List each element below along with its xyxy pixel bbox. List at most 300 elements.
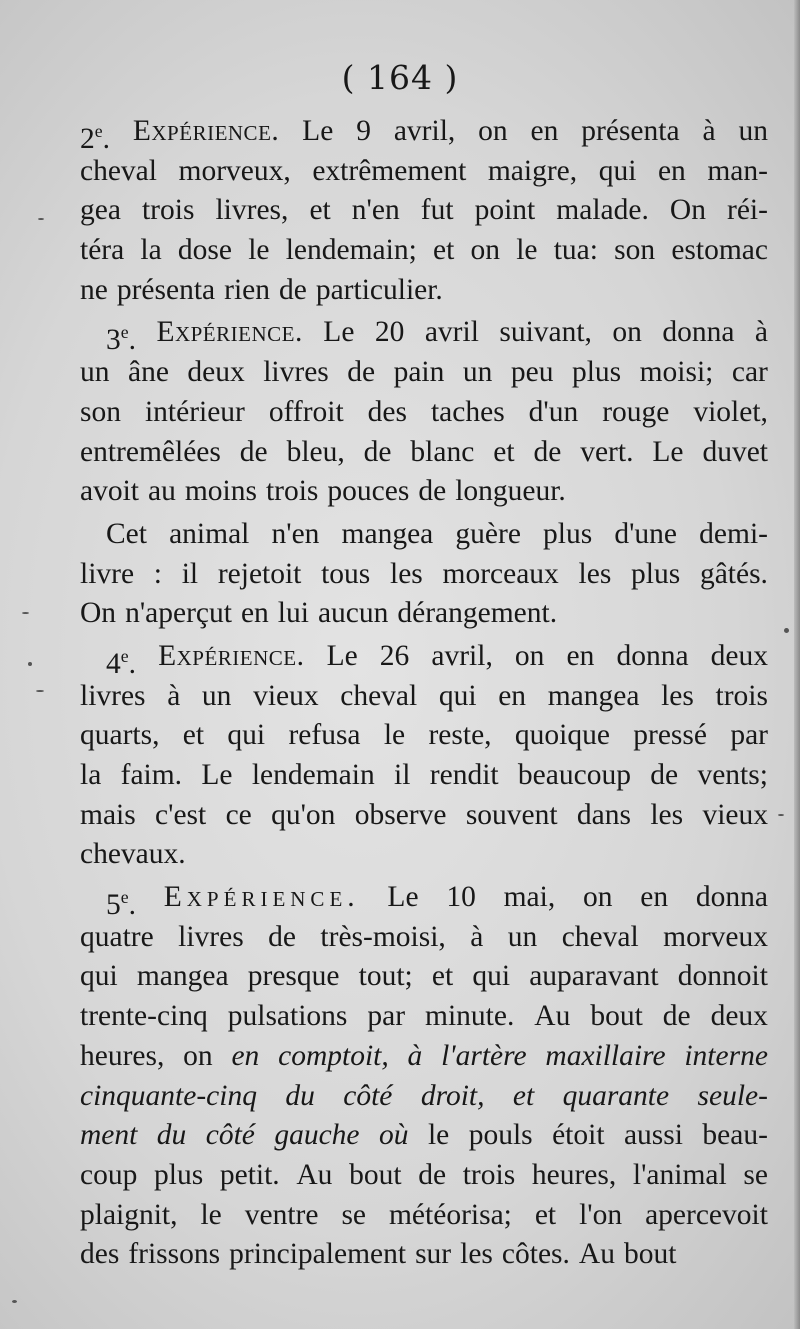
text-segment: point <box>474 194 536 227</box>
text-line <box>80 796 768 836</box>
text-segment: quarante <box>562 1079 670 1112</box>
word <box>446 878 476 918</box>
text-segment: On <box>669 194 706 227</box>
word <box>463 1156 515 1196</box>
text-segment: 10 <box>446 881 476 914</box>
word <box>80 918 154 958</box>
word <box>684 1037 768 1077</box>
text-segment: le <box>427 1119 450 1152</box>
text-segment: duvet <box>702 435 768 468</box>
word <box>455 515 521 555</box>
text-segment: côtes. <box>501 1238 570 1271</box>
text-segment: en <box>640 881 669 914</box>
text-segment: e <box>120 887 129 908</box>
text-segment: cheval <box>340 679 418 712</box>
word <box>106 637 136 680</box>
text-segment: se <box>341 1198 367 1231</box>
text-segment: de <box>347 356 376 389</box>
text-line <box>80 716 768 756</box>
word <box>128 1235 220 1275</box>
text-segment: des <box>80 1238 120 1271</box>
text-segment: vieux <box>253 679 319 712</box>
text-segment: e <box>120 645 129 666</box>
word <box>470 918 483 958</box>
word <box>179 152 291 192</box>
word <box>466 796 558 836</box>
word <box>707 152 768 192</box>
text-segment: vert. <box>580 435 634 468</box>
word <box>182 555 198 595</box>
text-segment: particulier. <box>315 273 443 306</box>
word <box>455 472 566 512</box>
text-segment: beaucoup <box>517 759 631 791</box>
text-segment: gâtés. <box>699 557 768 590</box>
word <box>418 472 446 512</box>
text-segment: Au <box>534 1000 571 1033</box>
text-segment: Expérience. <box>163 881 360 914</box>
text-segment: quatre <box>80 920 154 953</box>
text-segment: l'artère <box>441 1039 527 1072</box>
word <box>633 1156 727 1196</box>
word <box>755 313 768 353</box>
text-segment: violet, <box>693 395 768 428</box>
text-segment: de <box>418 1158 447 1191</box>
text-segment: trois <box>141 194 195 227</box>
word <box>738 112 768 152</box>
text-line <box>80 1077 768 1117</box>
word <box>543 515 592 555</box>
text-segment: pain <box>393 356 445 389</box>
text-segment: le <box>200 1198 222 1231</box>
word <box>387 878 418 918</box>
text-segment: météorisa; <box>388 1198 512 1231</box>
word <box>215 191 288 231</box>
text-line <box>80 1037 768 1077</box>
word <box>504 878 556 918</box>
text-line <box>80 515 768 555</box>
word <box>125 594 232 634</box>
text-segment: et <box>182 719 205 752</box>
text-line <box>80 1116 768 1156</box>
text-segment: qui <box>472 960 511 993</box>
text-segment: et <box>432 234 455 267</box>
text-segment: car <box>731 356 768 389</box>
word <box>285 1077 315 1117</box>
text-segment: trois <box>715 679 768 712</box>
word <box>563 1077 670 1117</box>
text-segment: il <box>394 759 411 791</box>
word <box>178 918 244 958</box>
text-segment: demi- <box>699 517 768 550</box>
word <box>278 1037 389 1077</box>
word <box>441 1037 527 1077</box>
text-segment: droit, <box>420 1079 485 1112</box>
text-segment: on <box>612 316 642 349</box>
text-segment: un <box>201 679 232 712</box>
word <box>518 756 631 796</box>
text-segment: à <box>407 1039 423 1072</box>
text-segment: maxillaire <box>545 1039 666 1072</box>
word <box>580 433 633 473</box>
word <box>80 997 208 1037</box>
word <box>155 796 206 836</box>
text-segment: heures, <box>80 1039 165 1072</box>
word <box>164 878 360 918</box>
text-segment: avril, <box>431 639 493 672</box>
word <box>148 472 176 512</box>
word <box>394 756 410 796</box>
text-line <box>80 271 768 311</box>
text-segment: en <box>498 679 527 712</box>
text-segment: quoique <box>514 719 610 752</box>
text-segment: mangea <box>136 960 229 993</box>
word <box>548 677 640 717</box>
word <box>80 472 139 512</box>
word <box>342 515 434 555</box>
word <box>394 353 445 393</box>
text-segment: tua: <box>553 234 598 267</box>
text-segment: et <box>309 194 331 227</box>
word <box>516 231 537 271</box>
text-segment: animal <box>169 517 250 550</box>
text-segment: les <box>650 798 684 831</box>
text-segment: plus <box>543 517 593 550</box>
text-segment: . <box>128 647 136 680</box>
word <box>253 677 319 717</box>
text-segment: le <box>516 234 538 267</box>
print-speck <box>28 662 32 666</box>
word <box>513 1077 534 1117</box>
word <box>579 555 612 595</box>
word <box>472 957 510 997</box>
text-segment: gea <box>80 194 121 227</box>
word <box>562 918 639 958</box>
text-segment: mais <box>80 798 136 831</box>
word <box>318 594 388 634</box>
word <box>702 433 768 473</box>
word <box>241 594 269 634</box>
text-segment: côté <box>343 1079 393 1112</box>
word <box>650 796 683 836</box>
word <box>430 756 499 796</box>
word <box>274 1116 359 1156</box>
word <box>693 393 768 433</box>
text-segment: bout <box>590 1000 643 1033</box>
text-line <box>80 637 768 680</box>
text-segment: rejetoit <box>217 557 302 590</box>
word <box>133 112 279 152</box>
word <box>302 112 333 152</box>
word <box>80 152 157 192</box>
word <box>612 313 642 353</box>
ordinal-superscript <box>121 887 129 907</box>
text-segment: sur <box>415 1238 452 1271</box>
text-segment: d'un <box>528 395 579 428</box>
word <box>696 878 768 918</box>
word <box>117 271 215 311</box>
word <box>327 472 409 512</box>
text-segment: auparavant <box>529 960 659 993</box>
word <box>80 835 186 875</box>
text-segment: minute. <box>425 1000 515 1033</box>
text-segment: qu'on <box>271 798 336 831</box>
word <box>498 677 526 717</box>
word <box>579 1235 615 1275</box>
word <box>700 555 768 595</box>
word <box>80 1156 137 1196</box>
text-segment: dans <box>576 798 631 831</box>
text-segment: : <box>153 557 162 590</box>
text-segment: lendemain; <box>285 234 417 267</box>
word <box>224 271 270 311</box>
text-segment: du <box>156 1119 187 1152</box>
word <box>460 1235 493 1275</box>
word <box>711 637 768 677</box>
word <box>368 393 407 433</box>
text-segment: bout <box>349 1158 402 1191</box>
text-segment: On <box>80 597 117 630</box>
text-line <box>80 433 768 473</box>
word <box>581 112 679 152</box>
word <box>80 1235 119 1275</box>
word <box>431 393 505 433</box>
text-segment: . <box>128 888 136 921</box>
word <box>678 957 768 997</box>
word <box>433 231 454 271</box>
text-segment: qui <box>227 719 266 752</box>
word <box>158 637 304 677</box>
text-segment: Au <box>578 1238 615 1271</box>
print-speck <box>22 612 29 614</box>
text-segment: 5 <box>106 888 121 921</box>
text-segment: en <box>231 1039 260 1072</box>
word <box>432 957 453 997</box>
word <box>121 756 182 796</box>
word <box>80 716 159 756</box>
text-segment: bout <box>623 1238 677 1271</box>
word <box>364 433 392 473</box>
word <box>202 677 232 717</box>
word <box>80 393 121 433</box>
word <box>711 997 768 1037</box>
word <box>312 152 466 192</box>
word <box>80 112 110 155</box>
text-segment: en <box>566 639 595 672</box>
word <box>228 997 348 1037</box>
word <box>80 1196 178 1236</box>
text-segment: deux <box>710 639 768 672</box>
text-segment: de <box>418 475 447 508</box>
text-segment: trois <box>265 475 319 508</box>
text-segment: présenta <box>116 273 216 306</box>
text-line <box>80 594 768 634</box>
text-segment: souvent <box>465 798 558 831</box>
word <box>80 796 136 836</box>
text-segment: plaignit, <box>80 1198 178 1231</box>
word <box>418 1156 446 1196</box>
text-segment: l'animal <box>632 1158 727 1191</box>
text-segment: Le <box>326 639 358 672</box>
text-segment: Le <box>387 881 419 914</box>
text-segment: mangea <box>341 517 434 550</box>
text-line <box>80 677 768 717</box>
word <box>652 433 683 473</box>
word <box>183 1037 213 1077</box>
text-line <box>80 1235 768 1275</box>
word <box>156 313 302 353</box>
text-segment: apercevoit <box>645 1198 768 1231</box>
word <box>80 957 118 997</box>
text-segment: il <box>181 557 199 590</box>
text-segment: rien <box>224 273 270 306</box>
text-segment: plus <box>631 557 681 590</box>
text-segment: et <box>431 960 454 993</box>
text-segment: réi- <box>727 194 768 227</box>
word <box>556 191 649 231</box>
word <box>671 231 768 271</box>
word <box>535 1196 556 1236</box>
word <box>716 677 768 717</box>
word <box>508 918 538 958</box>
word <box>80 1037 164 1077</box>
word <box>137 957 229 997</box>
text-segment: morceaux <box>442 557 559 590</box>
text-segment: les <box>460 1238 493 1271</box>
word <box>624 1116 683 1156</box>
text-segment: par <box>367 1000 406 1033</box>
text-segment: comptoit, <box>278 1039 389 1072</box>
text-segment: on <box>514 639 545 672</box>
word <box>80 231 124 271</box>
word <box>316 271 443 311</box>
word <box>532 1156 616 1196</box>
text-segment: . <box>128 324 136 357</box>
word <box>579 1196 622 1236</box>
text-segment: extrêmement <box>312 154 467 187</box>
text-segment: deux <box>710 1000 768 1033</box>
word <box>394 112 455 152</box>
text-segment: maigre, <box>487 154 578 187</box>
word <box>367 997 405 1037</box>
text-segment: un <box>80 356 110 389</box>
word <box>743 1156 768 1196</box>
word <box>340 677 417 717</box>
word <box>263 353 329 393</box>
text-segment: on <box>470 234 500 267</box>
word <box>390 555 423 595</box>
text-segment: de <box>533 435 562 468</box>
text-segment: les <box>390 557 423 590</box>
text-segment: 4 <box>106 647 121 680</box>
text-segment: seule- <box>697 1079 768 1112</box>
print-speck <box>784 628 789 633</box>
text-segment: cinquante-cinq <box>80 1079 257 1112</box>
word <box>355 796 447 836</box>
text-segment: qui <box>598 154 637 187</box>
word <box>425 997 514 1037</box>
word <box>200 1196 221 1236</box>
word <box>577 796 631 836</box>
word <box>145 393 245 433</box>
word <box>80 756 101 796</box>
word <box>616 637 688 677</box>
text-segment: des <box>367 395 407 428</box>
text-segment: un <box>738 115 768 147</box>
text-segment: bleu, <box>286 435 345 468</box>
text-segment: malade. <box>556 194 649 227</box>
text-segment: n'aperçut <box>125 597 232 630</box>
text-segment: 3 <box>106 324 121 357</box>
text-segment: livre <box>80 557 135 590</box>
text-segment: son <box>80 395 121 428</box>
text-segment: et <box>493 435 515 468</box>
word <box>287 433 345 473</box>
text-segment: mai, <box>503 881 556 914</box>
text-segment: son <box>614 234 656 267</box>
text-segment: livres <box>178 920 244 953</box>
word <box>397 594 557 634</box>
word <box>320 918 445 958</box>
text-segment: . <box>102 122 110 155</box>
text-segment: au <box>148 475 176 508</box>
word <box>534 997 570 1037</box>
word <box>499 313 592 353</box>
text-segment: n'en <box>271 517 320 550</box>
word <box>572 353 621 393</box>
word <box>529 957 658 997</box>
text-segment: on <box>183 1039 213 1072</box>
print-speck <box>38 218 44 220</box>
word <box>567 637 595 677</box>
text-segment: donna <box>695 881 768 914</box>
word <box>663 918 768 958</box>
word <box>614 231 655 271</box>
word <box>470 231 500 271</box>
word <box>248 957 340 997</box>
word <box>488 152 577 192</box>
text-segment: beau- <box>702 1119 768 1152</box>
word <box>469 1116 533 1156</box>
text-segment: quarts, <box>80 719 160 752</box>
text-segment: cheval <box>80 154 157 187</box>
print-speck <box>12 1300 17 1303</box>
word <box>463 353 493 393</box>
word <box>515 637 545 677</box>
text-segment: e <box>94 121 103 141</box>
text-segment: entremêlées <box>80 435 221 468</box>
text-segment: téra <box>80 234 125 267</box>
text-segment: mangea <box>547 679 640 712</box>
print-speck <box>36 690 44 692</box>
text-line <box>80 756 768 796</box>
word <box>352 191 400 231</box>
text-segment: Le <box>201 759 233 791</box>
word <box>439 677 477 717</box>
text-segment: le <box>383 719 406 752</box>
text-segment: suivant, <box>499 316 592 349</box>
word <box>602 393 669 433</box>
text-segment: 2 <box>80 122 95 155</box>
word <box>231 1037 259 1077</box>
word <box>296 1156 332 1196</box>
text-segment: plus <box>154 1158 204 1191</box>
text-segment: Le <box>652 435 684 468</box>
word <box>341 1196 366 1236</box>
word <box>185 472 257 512</box>
word <box>631 555 680 595</box>
word <box>269 393 344 433</box>
text-line <box>80 997 768 1037</box>
